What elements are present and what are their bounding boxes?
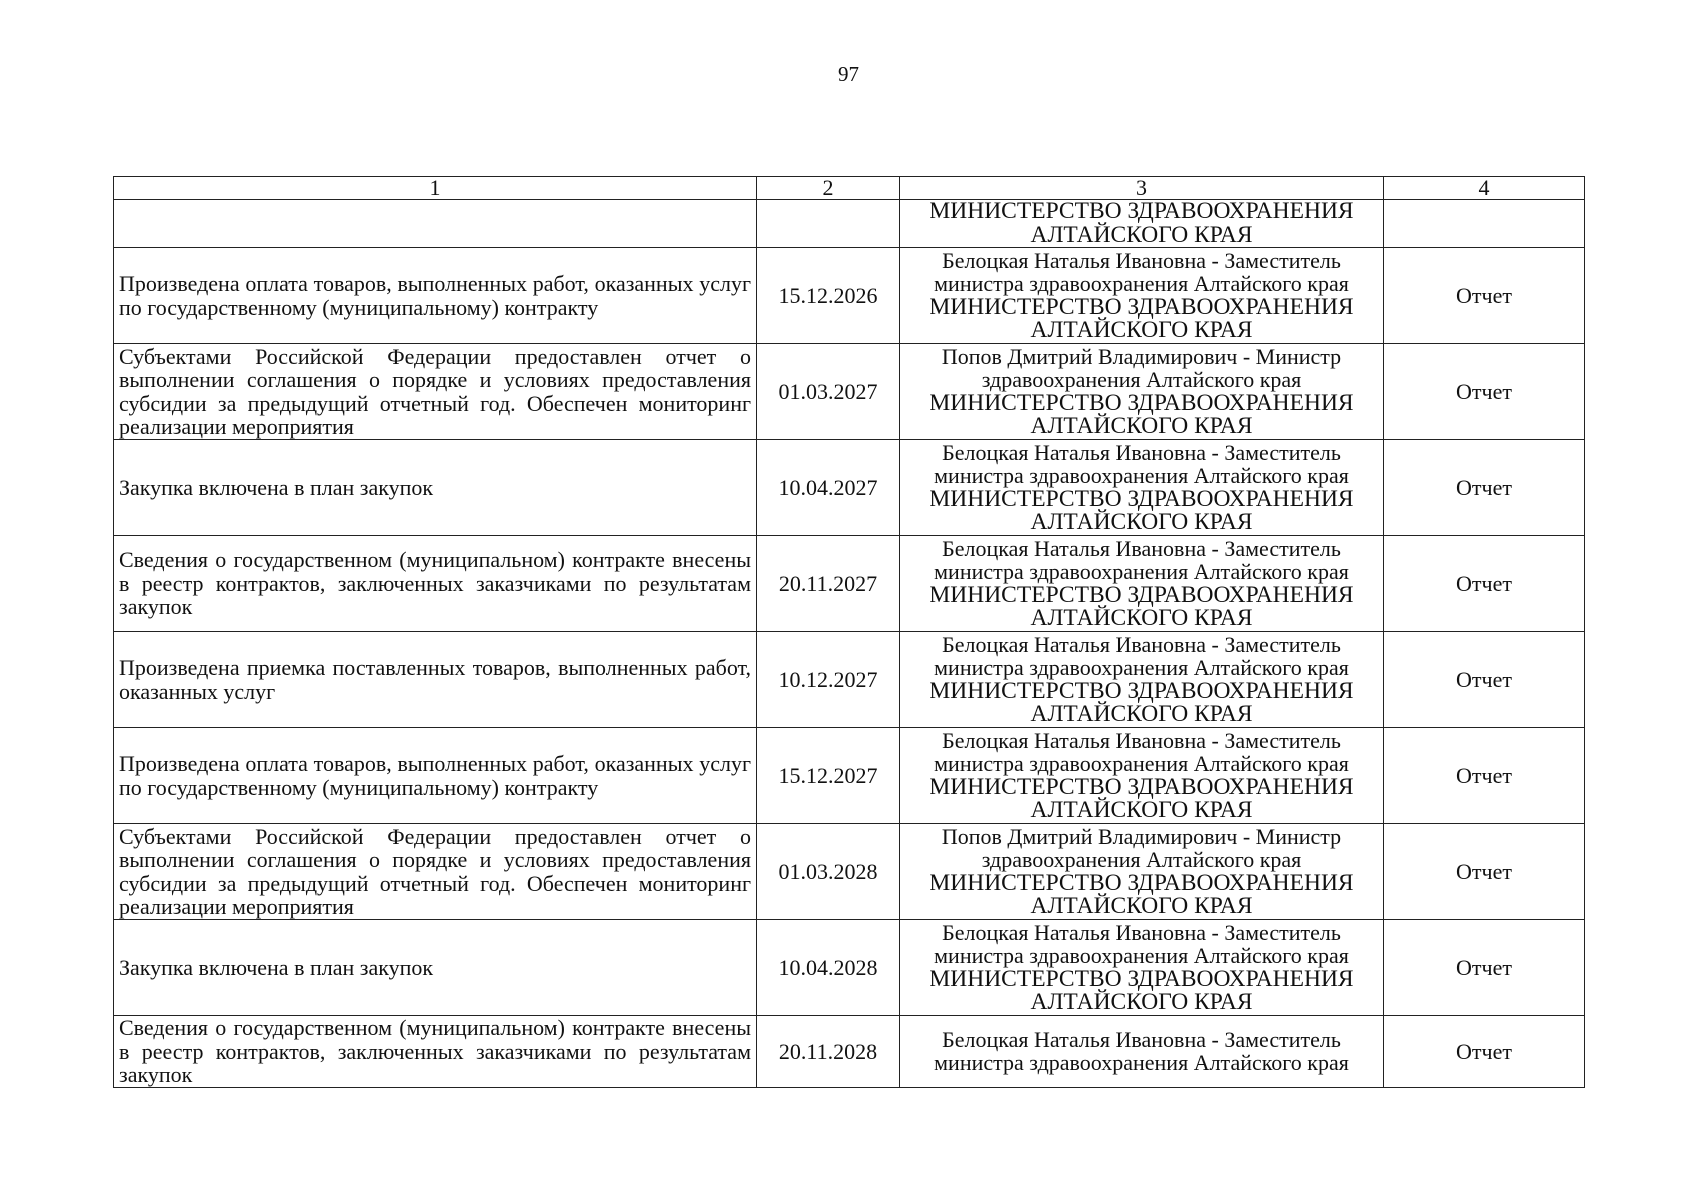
- date-cell: 15.12.2026: [757, 248, 900, 344]
- document-cell: Отчет: [1384, 920, 1585, 1016]
- responsible-cell: [900, 536, 1384, 632]
- date-cell: 20.11.2028: [757, 1016, 900, 1088]
- date-cell: 15.12.2027: [757, 728, 900, 824]
- organization-name: МИНИСТЕРСТВО ЗДРАВООХРАНЕНИЯ АЛТАЙСКОГО КРАЯ: [929, 485, 1354, 535]
- plan-table-body: [114, 177, 1585, 1088]
- document-cell: Отчет: [1384, 728, 1585, 824]
- responsible-person: Белоцкая Наталья Ивановна - Заместитель министра здравоохранения Алтайского края: [934, 727, 1349, 776]
- column-number-4: 4: [1384, 177, 1585, 200]
- date-cell: 20.11.2027: [757, 536, 900, 632]
- event-cell: Произведена оплата товаров, выполненных работ, оказанных услуг по государственному (муниципальному) контракту: [114, 248, 757, 344]
- document-cell: Отчет: [1384, 1016, 1585, 1088]
- continuation-row: [114, 200, 1585, 248]
- responsible-cell: [900, 344, 1384, 440]
- event-cell: Произведена оплата товаров, выполненных работ, оказанных услуг по государственному (муниципальному) контракту: [114, 728, 757, 824]
- table-row: [114, 248, 1585, 344]
- responsible-cell: [900, 440, 1384, 536]
- document-cell: Отчет: [1384, 824, 1585, 920]
- table-row: [114, 920, 1585, 1016]
- organization-name: МИНИСТЕРСТВО ЗДРАВООХРАНЕНИЯ АЛТАЙСКОГО КРАЯ: [929, 869, 1354, 919]
- document-cell: [1384, 200, 1585, 248]
- responsible-person: Белоцкая Наталья Ивановна - Заместитель министра здравоохранения Алтайского края: [934, 247, 1349, 296]
- table-row: [114, 440, 1585, 536]
- organization-name: МИНИСТЕРСТВО ЗДРАВООХРАНЕНИЯ АЛТАЙСКОГО КРАЯ: [929, 965, 1354, 1015]
- responsible-person: Белоцкая Наталья Ивановна - Заместитель министра здравоохранения Алтайского края: [934, 631, 1349, 680]
- event-cell: Закупка включена в план закупок: [114, 920, 757, 1016]
- page-number: 97: [838, 62, 859, 86]
- table-row: [114, 344, 1585, 440]
- responsible-person: Белоцкая Наталья Ивановна - Заместитель министра здравоохранения Алтайского края: [934, 439, 1349, 488]
- column-number-2: 2: [757, 177, 900, 200]
- organization-name: МИНИСТЕРСТВО ЗДРАВООХРАНЕНИЯ АЛТАЙСКОГО КРАЯ: [929, 677, 1354, 727]
- date-cell: 10.04.2028: [757, 920, 900, 1016]
- table-row: [114, 632, 1585, 728]
- document-cell: Отчет: [1384, 248, 1585, 344]
- responsible-person: Белоцкая Наталья Ивановна - Заместитель министра здравоохранения Алтайского края: [934, 1026, 1349, 1076]
- column-number-row: [114, 177, 1585, 200]
- event-cell: Сведения о государственном (муниципальном) контракте внесены в реестр контрактов, заключенных заказчиками по результатам закупок: [114, 1016, 757, 1088]
- document-cell: Отчет: [1384, 536, 1585, 632]
- plan-table: [113, 176, 1585, 1088]
- responsible-cell: [900, 728, 1384, 824]
- responsible-cell: [900, 248, 1384, 344]
- organization-name: МИНИСТЕРСТВО ЗДРАВООХРАНЕНИЯ АЛТАЙСКОГО КРАЯ: [929, 293, 1354, 343]
- event-cell: [114, 200, 757, 248]
- column-number-1: 1: [114, 177, 757, 200]
- date-cell: [757, 200, 900, 248]
- table-row: [114, 536, 1585, 632]
- date-cell: 01.03.2027: [757, 344, 900, 440]
- document-cell: Отчет: [1384, 632, 1585, 728]
- event-cell: Произведена приемка поставленных товаров, выполненных работ, оказанных услуг: [114, 632, 757, 728]
- organization-name: МИНИСТЕРСТВО ЗДРАВООХРАНЕНИЯ АЛТАЙСКОГО КРАЯ: [929, 581, 1354, 631]
- responsible-cell: [900, 200, 1384, 248]
- table-row: [114, 728, 1585, 824]
- organization-name: МИНИСТЕРСТВО ЗДРАВООХРАНЕНИЯ АЛТАЙСКОГО КРАЯ: [929, 773, 1354, 823]
- date-cell: 10.04.2027: [757, 440, 900, 536]
- organization-name: МИНИСТЕРСТВО ЗДРАВООХРАНЕНИЯ АЛТАЙСКОГО КРАЯ: [929, 198, 1354, 248]
- responsible-cell: [900, 632, 1384, 728]
- organization-name: МИНИСТЕРСТВО ЗДРАВООХРАНЕНИЯ АЛТАЙСКОГО КРАЯ: [929, 389, 1354, 439]
- event-cell: Субъектами Российской Федерации предоставлен отчет о выполнении соглашения о порядке и условиях предоставления субсидии за предыдущий отчетный год. Обеспечен мониторинг реализации мероприятия: [114, 344, 757, 440]
- event-cell: Закупка включена в план закупок: [114, 440, 757, 536]
- document-cell: Отчет: [1384, 440, 1585, 536]
- table-row: [114, 824, 1585, 920]
- responsible-cell: [900, 920, 1384, 1016]
- table-row: [114, 1016, 1585, 1088]
- document-cell: Отчет: [1384, 344, 1585, 440]
- responsible-person: Белоцкая Наталья Ивановна - Заместитель министра здравоохранения Алтайского края: [934, 535, 1349, 584]
- responsible-person: Попов Дмитрий Владимирович - Министр здравоохранения Алтайского края: [941, 823, 1342, 872]
- event-cell: Субъектами Российской Федерации предоставлен отчет о выполнении соглашения о порядке и условиях предоставления субсидии за предыдущий отчетный год. Обеспечен мониторинг реализации мероприятия: [114, 824, 757, 920]
- date-cell: 01.03.2028: [757, 824, 900, 920]
- column-number-3: 3: [900, 177, 1384, 200]
- responsible-cell: [900, 1016, 1384, 1088]
- event-cell: Сведения о государственном (муниципальном) контракте внесены в реестр контрактов, заключенных заказчиками по результатам закупок: [114, 536, 757, 632]
- responsible-person: Попов Дмитрий Владимирович - Министр здравоохранения Алтайского края: [941, 343, 1342, 392]
- date-cell: 10.12.2027: [757, 632, 900, 728]
- responsible-person: Белоцкая Наталья Ивановна - Заместитель министра здравоохранения Алтайского края: [934, 919, 1349, 968]
- responsible-cell: [900, 824, 1384, 920]
